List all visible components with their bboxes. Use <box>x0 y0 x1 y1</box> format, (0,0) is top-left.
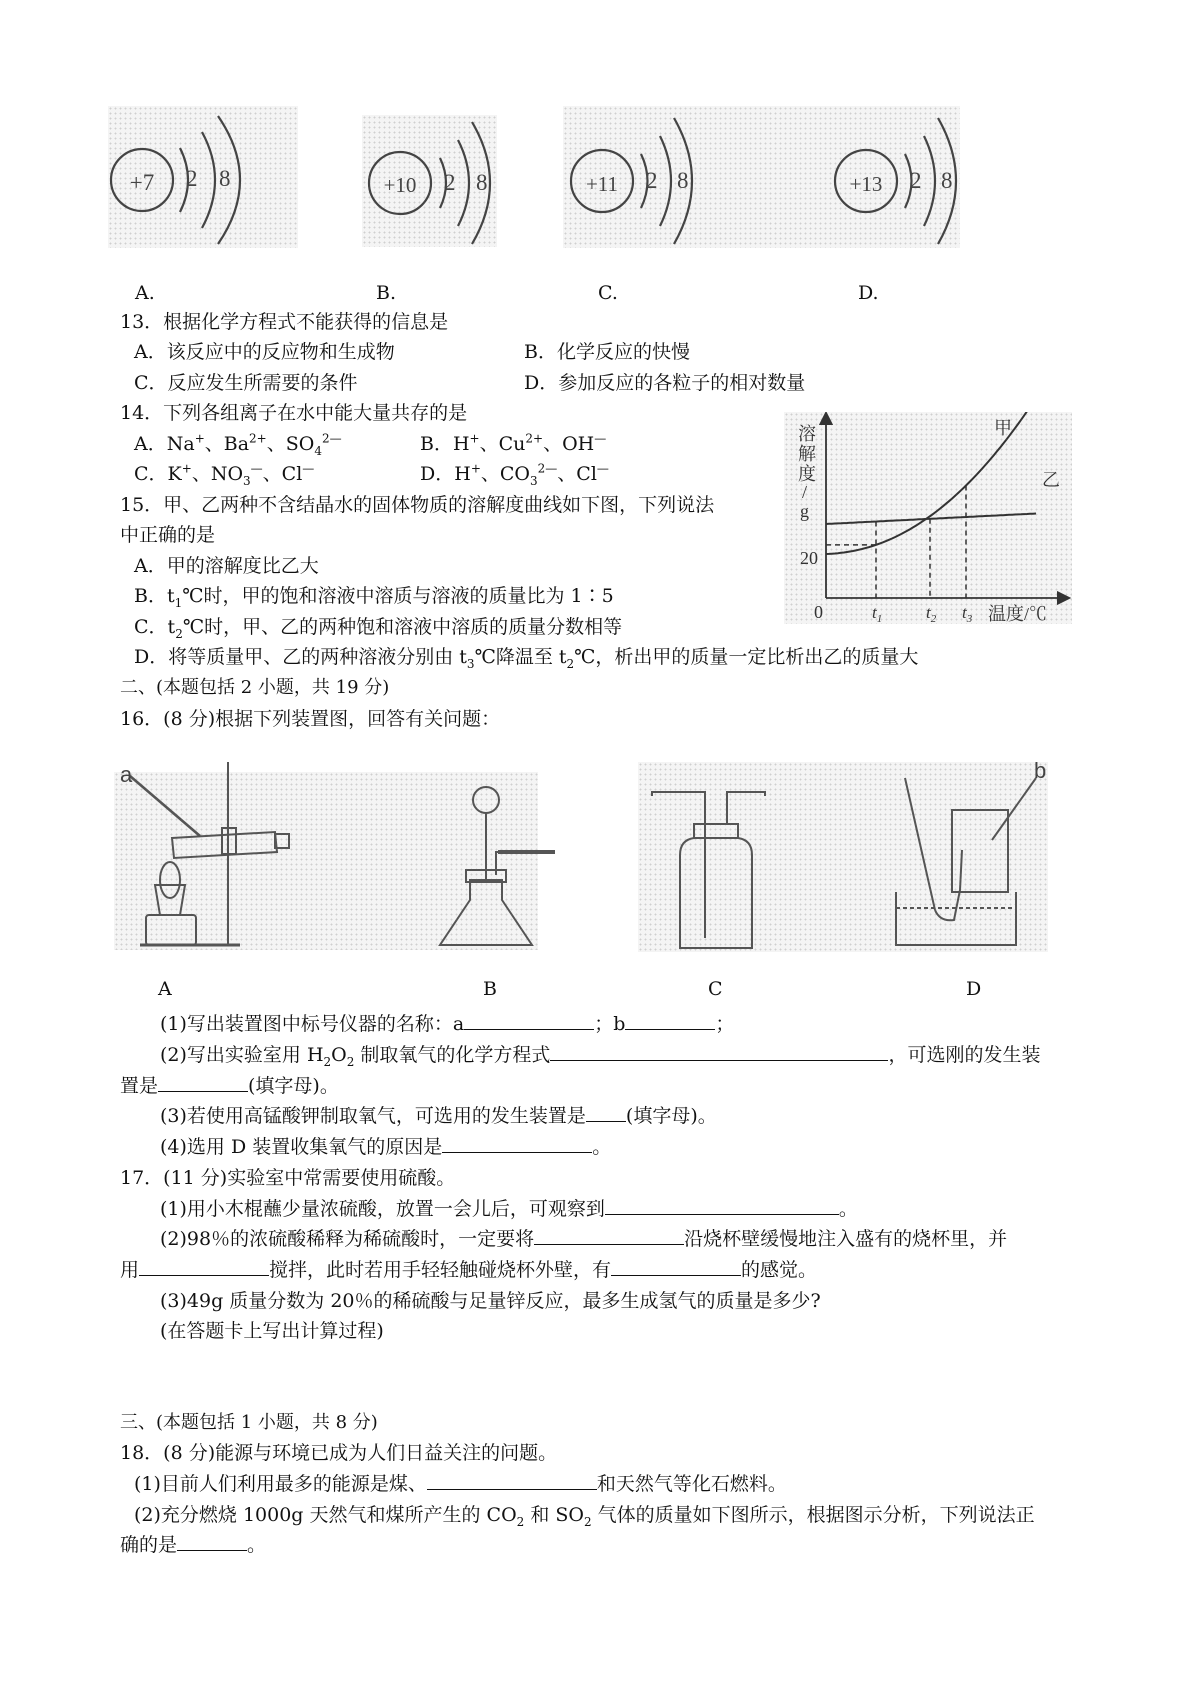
y-axis-label-5: g <box>800 501 809 521</box>
y-axis-label-4: / <box>802 482 808 502</box>
atom-a-shell-2: 8 <box>219 166 231 191</box>
atom-b-nucleus: +10 <box>383 173 417 197</box>
q16-blank-b[interactable] <box>625 1011 715 1030</box>
atom-diagram-d <box>835 118 956 244</box>
q18-blank-answer[interactable] <box>177 1532 247 1551</box>
q17-blank-pour[interactable] <box>534 1226 684 1245</box>
solubility-chart <box>784 412 1072 624</box>
section-2-heading: 二、(本题包括 2 小题，共 19 分) <box>120 677 390 698</box>
q17-part-2: (2)98％的浓硫酸稀释为稀硫酸时，一定要将 沿烧杯壁缓慢地注入盛有的烧杯里，并 <box>160 1228 1008 1250</box>
y-tick-20: 20 <box>800 548 818 568</box>
y-axis-label-3: 度 <box>798 464 816 484</box>
q17-blank-observe[interactable] <box>605 1196 839 1215</box>
atom-a-nucleus: +7 <box>129 170 155 195</box>
atom-c-nucleus: +11 <box>585 172 619 196</box>
x-axis-label: 温度/℃ <box>988 604 1048 624</box>
apparatus-d <box>896 778 1036 945</box>
x-tick-t2: $t_2$ <box>926 603 937 624</box>
q16-part-2-line2: 置是 (填字母)。 <box>120 1075 339 1097</box>
q18-stem: 18．(8 分)能源与环境已成为人们日益关注的问题。 <box>120 1442 558 1464</box>
q14-stem: 14．下列各组离子在水中能大量共存的是 <box>120 402 468 424</box>
atom-c-shell-1: 2 <box>646 168 658 193</box>
atom-b-shell-1: 2 <box>444 170 456 195</box>
apparatus-caption-d: D <box>966 978 982 1000</box>
q17-blank-stir[interactable] <box>139 1257 269 1276</box>
q16-blank-equation[interactable] <box>550 1042 888 1061</box>
apparatus-label-b: b <box>1034 758 1047 783</box>
atom-diagrams <box>0 0 1200 300</box>
apparatus-caption-b: B <box>483 978 497 1000</box>
atom-diagram-a <box>111 116 240 244</box>
q15-option-b: B．$t_1℃$时，甲的饱和溶液中溶质与溶液的质量比为 1∶5 <box>134 585 614 610</box>
q12-option-a-label: A. <box>135 282 155 304</box>
atom-diagram-b <box>369 122 490 244</box>
q14-option-c: C．K+、$NO_3^—$、Cl— <box>134 461 315 488</box>
atom-d-shell-1: 2 <box>910 168 922 193</box>
apparatus-caption-a: A <box>158 978 172 1000</box>
q16-part-1: (1)写出装置图中标号仪器的名称：a ；b ； <box>160 1013 735 1035</box>
q15-option-c: C．$t_2℃$时，甲、乙的两种饱和溶液中溶质的质量分数相等 <box>134 616 623 641</box>
section-3-heading: 三、(本题包括 1 小题，共 8 分) <box>120 1412 378 1433</box>
q16-part-2: (2)写出实验室用 $H_2O_2$ 制取氧气的化学方程式 ，可选刚的发生装 <box>160 1044 1041 1069</box>
q17-part-3: (3)49g 质量分数为 20％的稀硫酸与足量锌反应，最多生成氢气的质量是多少? <box>160 1290 821 1312</box>
q14-option-b: B．H+、$Cu^{2+}$、OH— <box>420 431 607 455</box>
origin-label: 0 <box>814 602 823 622</box>
q18-part-2-line2: 确的是 。 <box>120 1534 267 1556</box>
q13-option-a: A．该反应中的反应物和生成物 <box>134 341 395 363</box>
q14-option-d: D．H+、$CO_3^{2—}$、Cl— <box>420 461 609 488</box>
q16-part-4: (4)选用 D 装置收集氧气的原因是 。 <box>160 1136 612 1158</box>
q14-option-a: A．Na+、$Ba^{2+}$、$SO_4^{2—}$ <box>134 431 342 458</box>
apparatus-a <box>130 762 289 945</box>
q13-option-c: C．反应发生所需要的条件 <box>134 372 358 394</box>
y-axis-label-1: 溶 <box>798 424 816 444</box>
q18-part-2: (2)充分燃烧 1000g 天然气和煤所产生的 $CO_2$ 和 $SO_2$ 气体的质量如下图所示，根据图示分析，下列说法正 <box>134 1504 1035 1529</box>
q17-part-3-note: (在答题卡上写出计算过程) <box>160 1320 384 1342</box>
x-tick-t3: $t_3$ <box>962 603 973 624</box>
x-tick-t1: $t_1$ <box>872 603 883 624</box>
q13-stem: 13．根据化学方程式不能获得的信息是 <box>120 311 449 333</box>
series-jia-label: 甲 <box>994 418 1012 438</box>
q18-part-1: (1)目前人们利用最多的能源是煤、 和天然气等化石燃料。 <box>134 1473 787 1495</box>
apparatus-figures <box>0 740 1200 970</box>
apparatus-c <box>652 792 765 948</box>
q16-blank-a[interactable] <box>464 1011 594 1030</box>
q12-option-c-label: C. <box>598 282 618 304</box>
q13-option-b: B．化学反应的快慢 <box>524 341 690 363</box>
apparatus-caption-c: C <box>708 978 723 1000</box>
q16-blank-kmno4-device[interactable] <box>586 1103 626 1122</box>
q15-option-d: D．将等质量甲、乙的两种溶液分别由 $t_3℃$降温至 $t_2℃$，析出甲的质量一定比析出乙的质量大 <box>134 646 919 671</box>
q17-stem: 17．(11 分)实验室中常需要使用硫酸。 <box>120 1167 456 1189</box>
atom-d-nucleus: +13 <box>849 172 883 196</box>
atom-c-shell-2: 8 <box>677 168 689 193</box>
q15-option-a: A．甲的溶解度比乙大 <box>134 555 319 577</box>
q16-blank-device[interactable] <box>158 1073 248 1092</box>
apparatus-b <box>440 787 555 945</box>
apparatus-label-a: a <box>120 762 133 787</box>
atom-diagram-c <box>571 118 692 244</box>
q16-blank-reason[interactable] <box>442 1134 592 1153</box>
atom-a-shell-1: 2 <box>186 166 198 191</box>
q16-stem: 16．(8 分)根据下列装置图，回答有关问题： <box>120 708 501 730</box>
y-axis-label-2: 解 <box>798 444 816 464</box>
q17-blank-feeling[interactable] <box>611 1257 741 1276</box>
series-yi-label: 乙 <box>1042 470 1060 490</box>
atom-b-shell-2: 8 <box>476 170 488 195</box>
q17-part-2-line2: 用 搅拌，此时若用手轻轻触碰烧杯外壁，有 的感觉。 <box>120 1259 818 1281</box>
q15-stem-line1: 15．甲、乙两种不含结晶水的固体物质的溶解度曲线如下图，下列说法 <box>120 494 715 516</box>
atom-d-shell-2: 8 <box>941 168 953 193</box>
q12-option-d-label: D. <box>858 282 879 304</box>
q13-option-d: D．参加反应的各粒子的相对数量 <box>524 372 806 394</box>
q17-part-1: (1)用小木棍蘸少量浓硫酸，放置一会儿后，可观察到 。 <box>160 1198 858 1220</box>
q18-blank-energy[interactable] <box>427 1471 597 1490</box>
q12-option-b-label: B. <box>376 282 397 304</box>
q16-part-3: (3)若使用高锰酸钾制取氧气，可选用的发生装置是 (填字母)。 <box>160 1105 717 1127</box>
q15-stem-line2: 中正确的是 <box>120 524 216 546</box>
